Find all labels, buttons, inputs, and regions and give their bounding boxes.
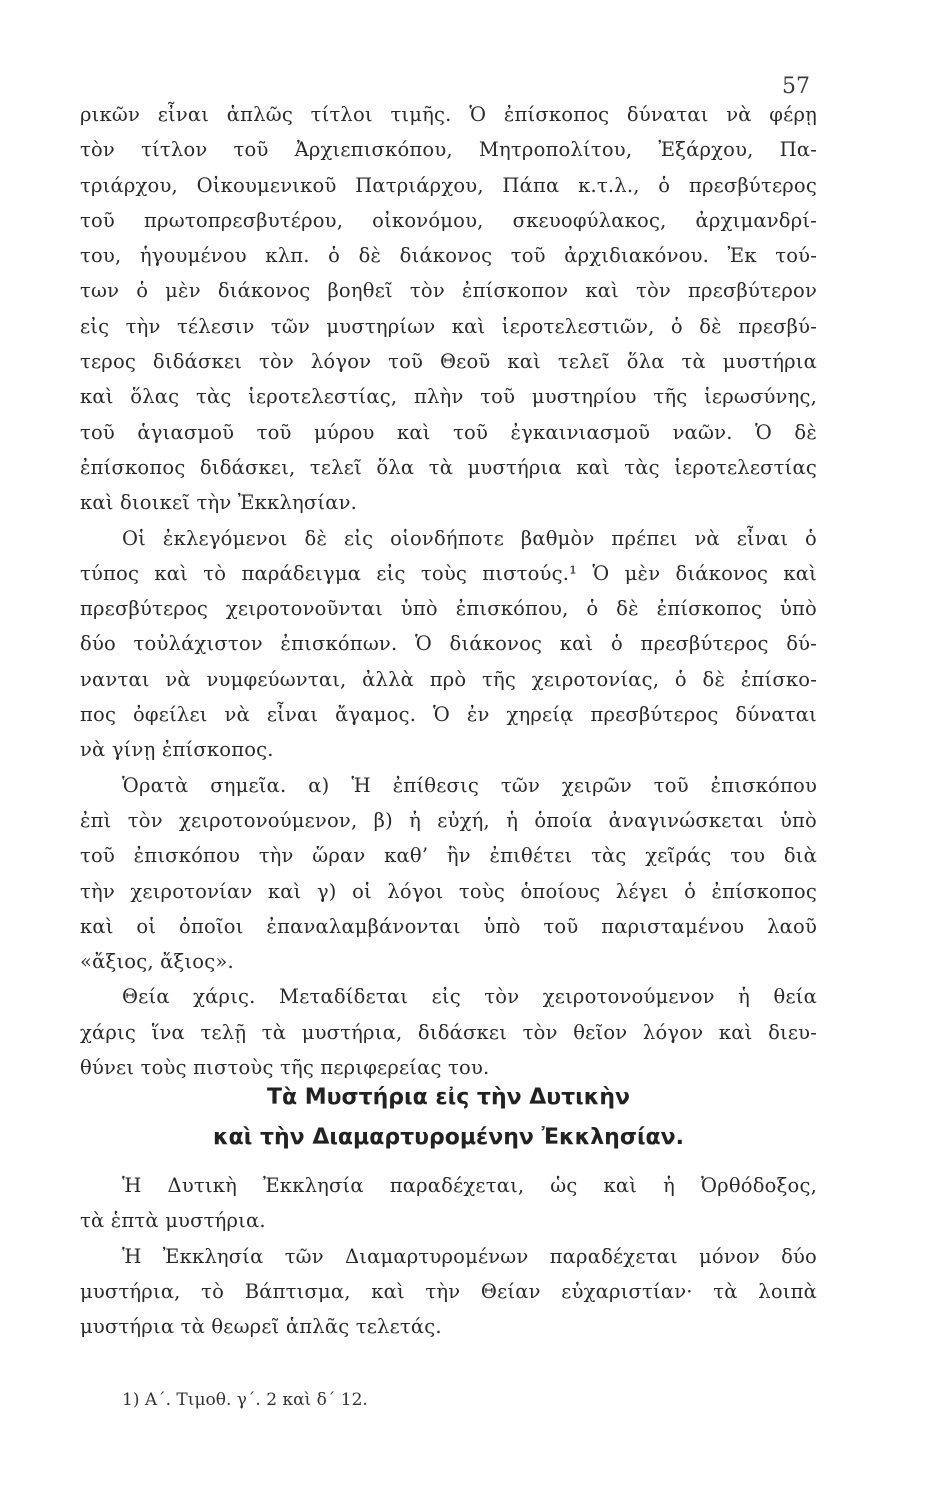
text-line: ἐπίσκοπος διδάσκει, τελεῖ ὅλα τὰ μυστήρια καὶ τὰς ἱεροτελεστίας [80, 455, 817, 479]
text-line: ἐπὶ τὸν χειροτονούμενον, β) ἡ εὐχή, ἡ ὁποία ἀναγινώσκεται ὑπὸ [80, 808, 817, 832]
section-heading [80, 1078, 817, 1158]
text-line: πος ὀφείλει νὰ εἶναι ἄγαμος. Ὁ ἐν χηρείᾳ πρεσβύτερος δύναται [80, 703, 817, 727]
text-line: νανται νὰ νυμφεύωνται, ἀλλὰ πρὸ τῆς χειροτονίας, ὁ δὲ ἐπίσκο- [80, 667, 817, 691]
text-line: δύο τοὐλάχιστον ἐπισκόπων. Ὁ διάκονος καὶ ὁ πρεσβύτερος δύ- [80, 632, 817, 656]
text-line: χάρις ἵνα τελῇ τὰ μυστήρια, διδάσκει τὸν θεῖον λόγον καὶ διευ- [80, 1020, 817, 1044]
text-line: τριάρχου, Οἰκουμενικοῦ Πατριάρχου, Πάπα κ.τ.λ., ὁ πρεσβύτερος [80, 173, 817, 197]
text-line: Ἡ Δυτικὴ Ἐκκλησία παραδέχεται, ὡς καὶ ἡ Ὀρθόδοξος, [122, 1174, 817, 1197]
text-line: εἰς τὴν τέλεσιν τῶν μυστηρίων καὶ ἱεροτελεστιῶν, ὁ δὲ πρεσβύ- [80, 314, 817, 338]
text-line: ρικῶν εἶναι ἁπλῶς τίτλοι τιμῆς. Ὁ ἐπίσκοπος δύναται νὰ φέρῃ [80, 103, 817, 126]
text-line: καὶ διοικεῖ τὴν Ἐκκλησίαν. [80, 491, 358, 515]
text-line: θύνει τοὺς πιστοὺς τῆς περιφερείας του. [80, 1056, 490, 1080]
main-text-block [80, 97, 817, 1085]
text-line: Ὁρατὰ σημεῖα. α) Ἡ ἐπίθεσις τῶν χειρῶν τοῦ ἐπισκόπου [122, 773, 817, 797]
text-line: Οἱ ἐκλεγόμενοι δὲ εἰς οἱονδήποτε βαθμὸν πρέπει νὰ εἶναι ὁ [122, 526, 817, 550]
text-line: μυστήρια, τὸ Βάπτισμα, καὶ τὴν Θείαν εὐχαριστίαν· τὰ λοιπὰ [80, 1279, 817, 1303]
text-line: καὶ οἱ ὁποῖοι ἐπαναλαμβάνονται ὑπὸ τοῦ παρισταμένου λαοῦ [80, 914, 817, 938]
text-line: του, ἡγουμένου κλπ. ὁ δὲ διάκονος τοῦ ἀρχιδιακόνου. Ἐκ τού- [80, 244, 817, 268]
text-line: τοῦ πρωτοπρεσβυτέρου, οἰκονόμου, σκευοφύλακος, ἀρχιμανδρί- [80, 208, 817, 232]
text-line: τὸν τίτλον τοῦ Ἀρχιεπισκόπου, Μητροπολίτου, Ἐξάρχου, Πα- [80, 138, 817, 162]
text-line: καὶ ὅλας τὰς ἱεροτελεστίας, πλὴν τοῦ μυστηρίου τῆς ἱερωσύνης, [80, 385, 817, 409]
text-line: «ἄξιος, ἄξιος». [80, 950, 234, 974]
text-line: Ἡ Ἐκκλησία τῶν Διαμαρτυρομένων παραδέχεται μόνον δύο [122, 1244, 817, 1268]
page-number: 57 [782, 74, 810, 99]
text-line: μυστήρια τὰ θεωρεῖ ἁπλᾶς τελετάς. [80, 1315, 442, 1339]
text-line: πρεσβύτερος χειροτονοῦνται ὑπὸ ἐπισκόπου, ὁ δὲ ἐπίσκοπος ὑπὸ [80, 597, 817, 621]
text-line: τὴν χειροτονίαν καὶ γ) οἱ λόγοι τοὺς ὁποίους λέγει ὁ ἐπίσκοπος [80, 879, 817, 903]
text-line: τὰ ἑπτὰ μυστήρια. [80, 1209, 266, 1233]
text-line: των ὁ μὲν διάκονος βοηθεῖ τὸν ἐπίσκοπον καὶ τὸν πρεσβύτερον [80, 279, 817, 303]
section-text-block [80, 1168, 817, 1344]
text-line: Θεία χάρις. Μεταδίδεται εἰς τὸν χειροτονούμενον ἡ θεία [122, 985, 817, 1009]
text-line: τύπος καὶ τὸ παράδειγμα εἰς τοὺς πιστούς.¹ Ὁ μὲν διάκονος καὶ [80, 561, 817, 585]
text-line: τοῦ ἁγιασμοῦ τοῦ μύρου καὶ τοῦ ἐγκαινιασμοῦ ναῶν. Ὁ δὲ [80, 420, 817, 444]
heading-line: καὶ τὴν Διαμαρτυρομένην Ἐκκλησίαν. [213, 1125, 684, 1150]
text-line: τερος διδάσκει τὸν λόγον τοῦ Θεοῦ καὶ τελεῖ ὅλα τὰ μυστήρια [80, 350, 817, 374]
footnote: 1) Α΄. Τιμοθ. γ΄. 2 καὶ δ΄ 12. [122, 1390, 368, 1410]
heading-line: Τὰ Μυστήρια εἰς τὴν Δυτικὴν [266, 1085, 631, 1110]
text-line: νὰ γίνῃ ἐπίσκοπος. [80, 738, 274, 762]
text-line: τοῦ ἐπισκόπου τὴν ὥραν καθ’ ἣν ἐπιθέτει τὰς χεῖράς του διὰ [80, 844, 817, 868]
